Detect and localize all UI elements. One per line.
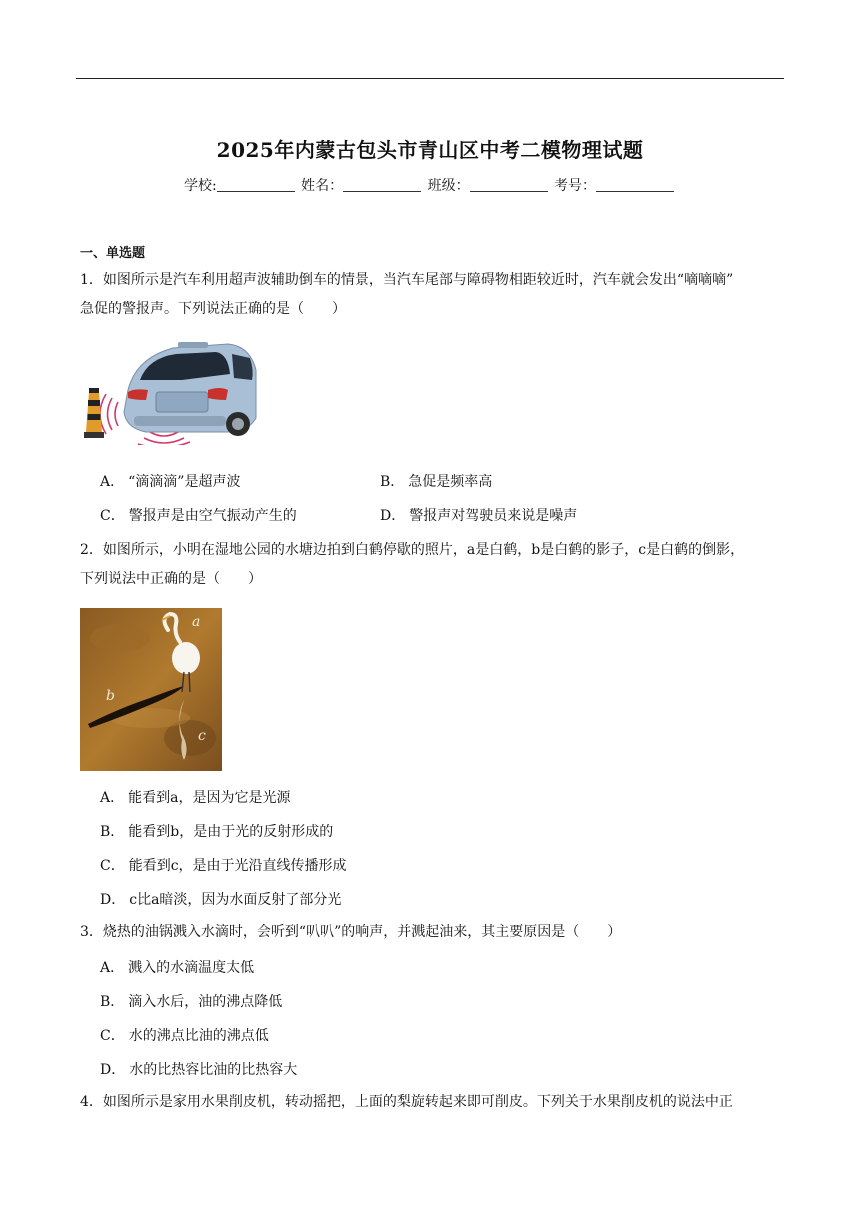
question-number: 2．	[80, 542, 103, 558]
question-text: 如图所示，小明在湿地公园的水塘边拍到白鹤停歇的照片，a是白鹤，b是白鹤的影子，c是白鹤的倒影，	[102, 542, 745, 558]
header-rule	[76, 78, 784, 79]
reversing-car-illustration	[78, 340, 258, 445]
question-text-cont: 下列说法中正确的是（ ）	[80, 571, 262, 587]
q3-option-c: C． 水的沸点比油的沸点低	[100, 1028, 269, 1044]
q2-option-b: B． 能看到b，是由于光的反射形成的	[100, 824, 334, 840]
number-blank	[596, 177, 674, 192]
q1-option-b: B． 急促是频率高	[380, 474, 493, 490]
student-info-line	[0, 175, 860, 195]
question-number: 1．	[80, 272, 103, 288]
question-text-cont: 急促的警报声。下列说法正确的是（ ）	[80, 301, 346, 317]
q3-option-a: A． 溅入的水滴温度太低	[100, 960, 255, 976]
label-b: b	[106, 688, 115, 704]
q1-option-c: C． 警报声是由空气振动产生的	[100, 508, 297, 524]
label-c: c	[198, 728, 206, 744]
question-3-stem	[80, 918, 786, 947]
q2-option-d: D． c比a暗淡，因为水面反射了部分光	[100, 892, 342, 908]
car-icon	[124, 342, 256, 436]
question-2-stem	[80, 536, 786, 594]
q1-option-a: A． “滴滴滴”是超声波	[100, 474, 241, 490]
name-label: 姓名：	[301, 178, 344, 194]
class-label: 班级：	[427, 178, 470, 194]
question-4-stem	[80, 1088, 786, 1117]
school-blank	[217, 177, 295, 192]
name-blank	[343, 177, 421, 192]
school-label: 学校:	[183, 178, 217, 194]
question-1-stem	[80, 266, 786, 324]
question-text: 如图所示是汽车利用超声波辅助倒车的情景，当汽车尾部与障碍物相距较近时，汽车就会发出“嘀嘀嘀”	[102, 272, 734, 288]
question-text: 烧热的油锅溅入水滴时，会听到“叭叭”的响声，并溅起油来，其主要原因是（ ）	[102, 924, 622, 940]
number-label: 考号：	[554, 178, 597, 194]
question-number: 4．	[80, 1094, 103, 1110]
q2-option-a: A． 能看到a，是因为它是光源	[100, 790, 291, 806]
traffic-barrier-icon	[84, 388, 104, 438]
question-number: 3．	[80, 924, 103, 940]
egret-photo	[80, 608, 222, 771]
q3-option-d: D． 水的比热容比油的比热容大	[100, 1062, 298, 1078]
section-title: 一、单选题	[80, 246, 146, 261]
question-text: 如图所示是家用水果削皮机，转动摇把，上面的梨旋转起来即可削皮。下列关于水果削皮机的说法中正	[102, 1094, 733, 1110]
q3-option-b: B． 滴入水后，油的沸点降低	[100, 994, 283, 1010]
q2-option-c: C． 能看到c，是由于光沿直线传播形成	[100, 858, 347, 874]
page-title: 2025年内蒙古包头市青山区中考二模物理试题	[216, 138, 644, 162]
class-blank	[470, 177, 548, 192]
label-a: a	[192, 614, 201, 630]
q1-option-d: D． 警报声对驾驶员来说是噪声	[380, 508, 578, 524]
